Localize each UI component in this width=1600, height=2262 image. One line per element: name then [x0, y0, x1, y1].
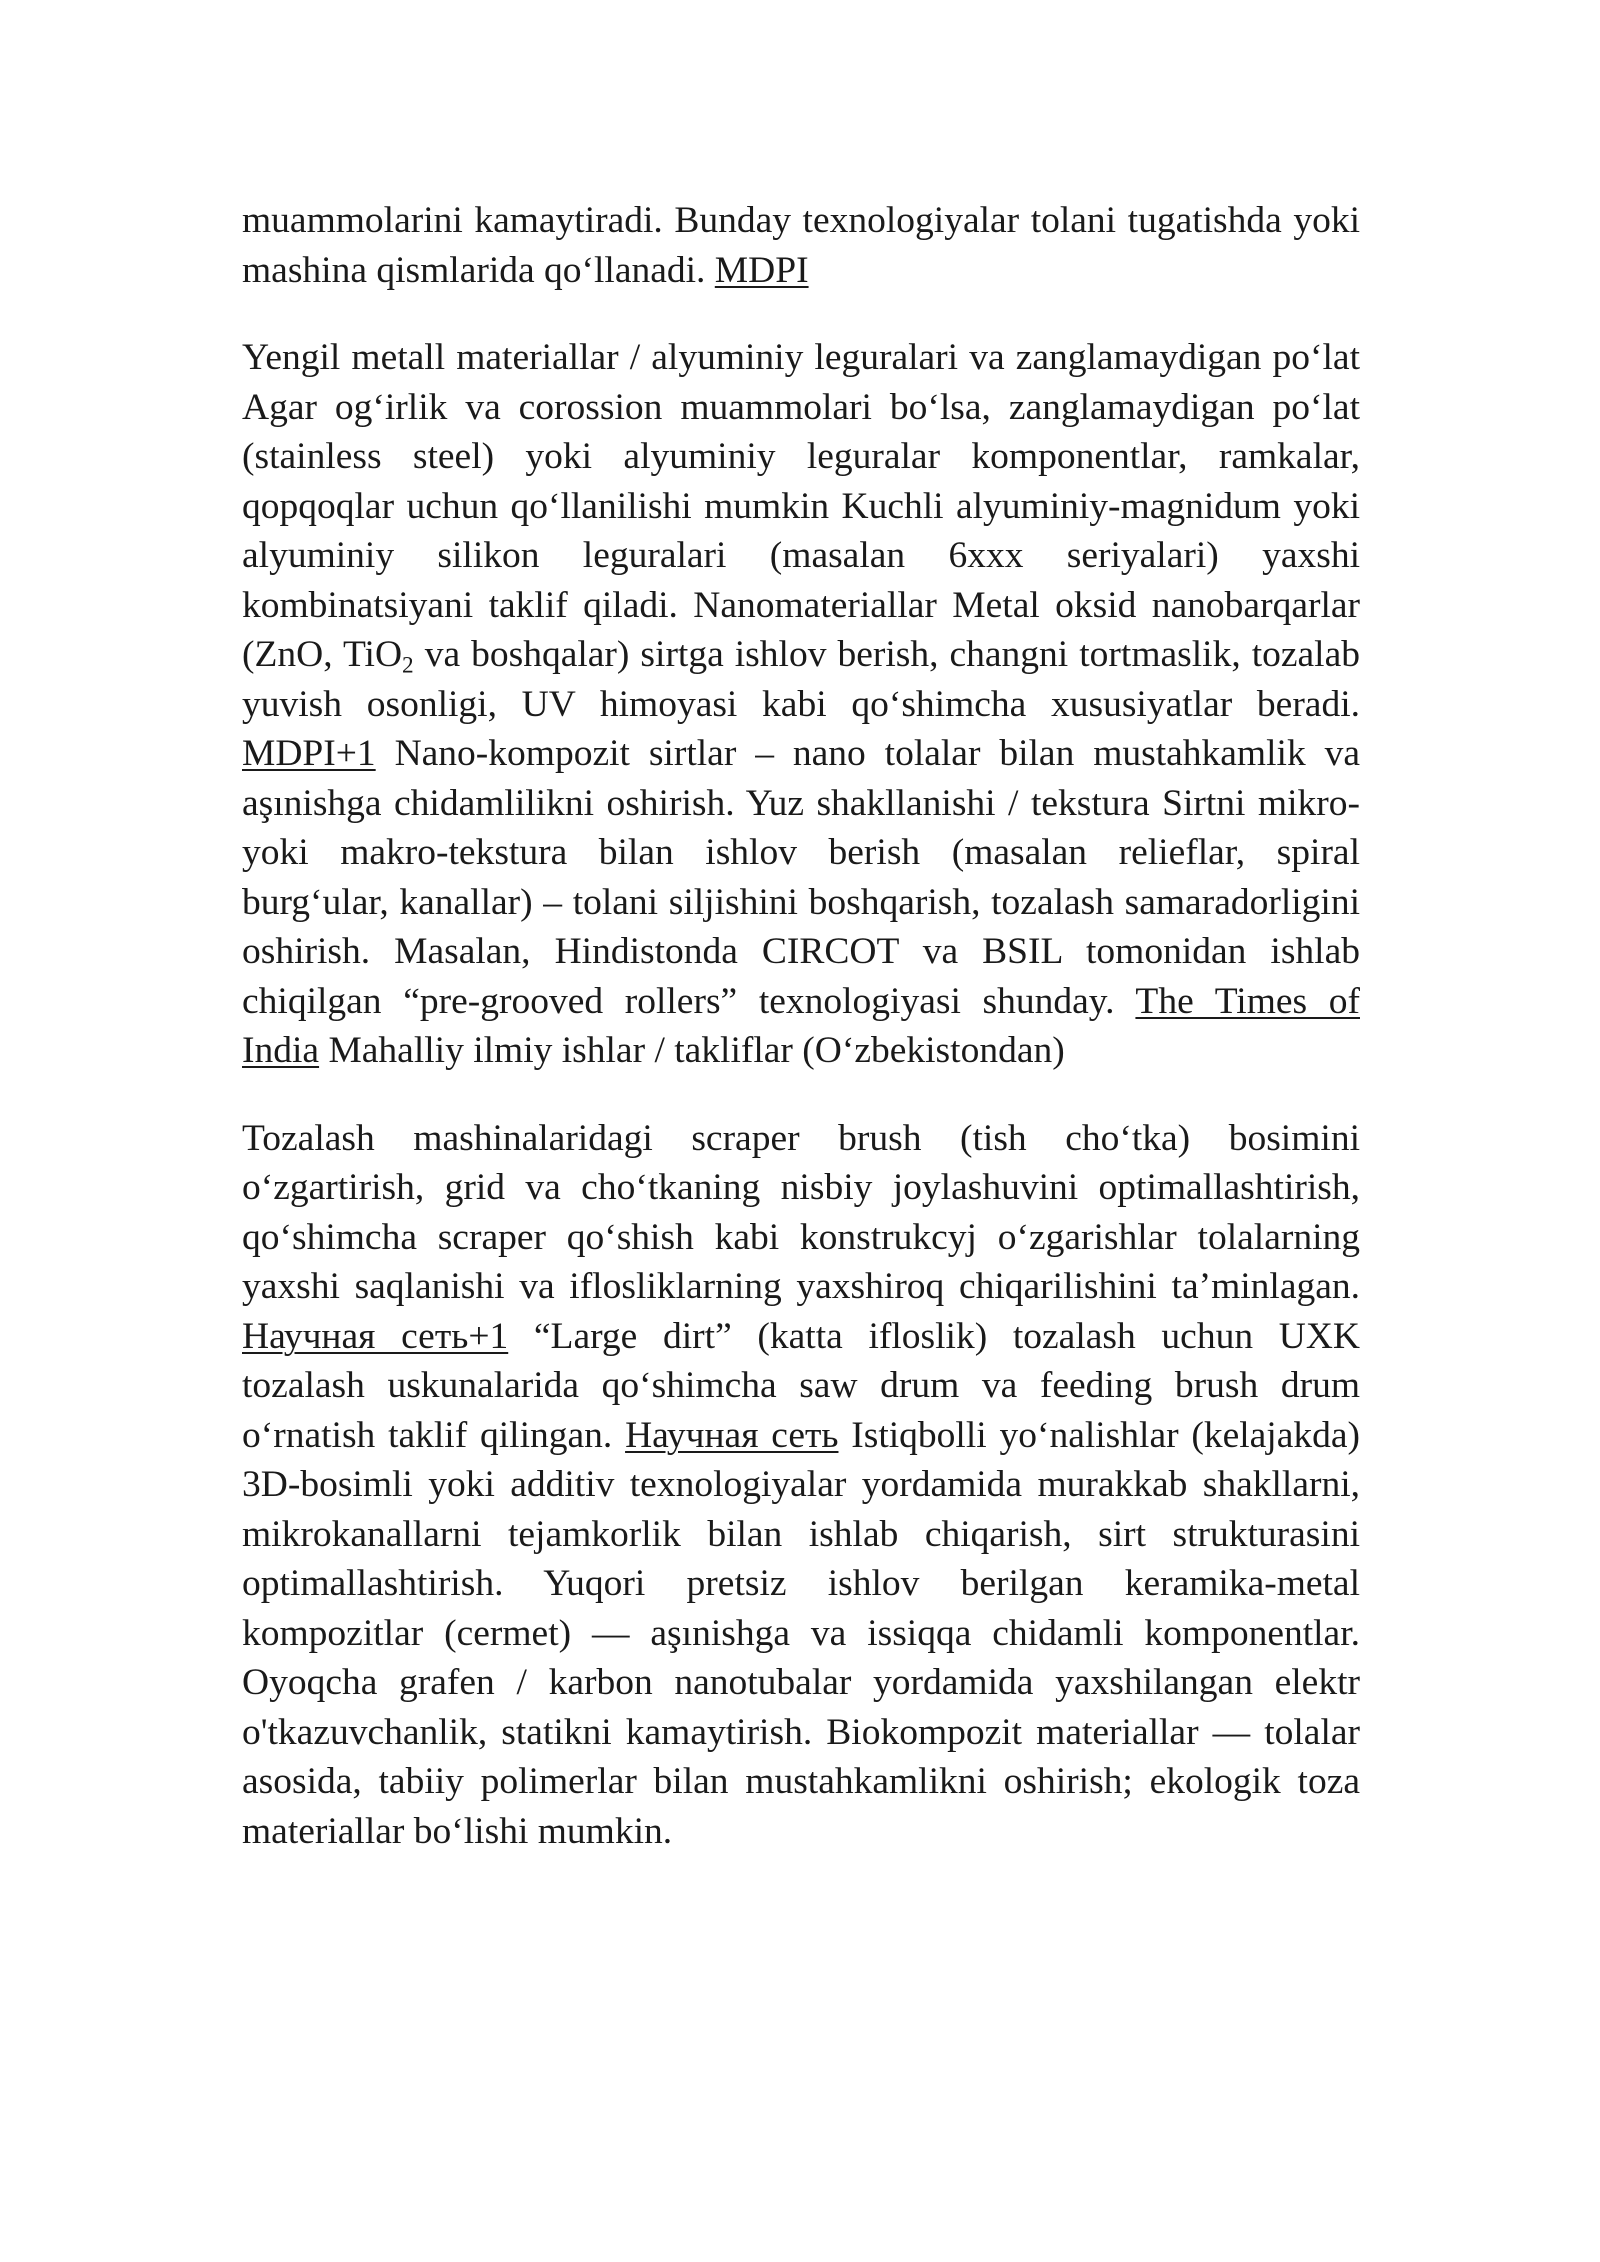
- paragraph-text: muammolarini kamaytiradi. Bunday texnologiyalar tolani tugatishda yoki mashina qismlarida qo‘llanadi.: [242, 200, 1360, 291]
- paragraph-text: Nano-kompozit sirtlar – nano tolalar bilan mustahkamlik va aşınishga chidamlilikni oshirish. Yuz shakllanishi / tekstura Sirtni mikro-yoki makro-tekstura bilan ishlov berish (masalan relieflar, spiral burg‘ular, kanallar) – tolani siljishini boshqarish, tozalash samaradorligini oshirish. Masalan, Hindistonda CIRCOT va BSIL tomonidan ishlab chiqilgan “pre-grooved rollers” texnologiyasi shunday.: [242, 733, 1360, 1022]
- paragraph-text: Mahalliy ilmiy ishlar / takliflar (O‘zbekistondan): [319, 1030, 1065, 1071]
- paragraph-text: va boshqalar) sirtga ishlov berish, changni tortmaslik, tozalab yuvish osonligi, UV himoyasi kabi qo‘shimcha xususiyatlar beradi.: [242, 634, 1360, 725]
- paragraph-text: “Large dirt” (katta ifloslik) tozalash uchun UXK tozalash uskunalarida qo‘shimcha saw drum va feeding brush drum o‘rnatish taklif qilingan.: [242, 1315, 1360, 1456]
- paragraph-3: [242, 1114, 1360, 1857]
- paragraph-text: Yengil metall materiallar / alyuminiy leguralari va zanglamaydigan po‘lat Agar og‘irlik va corossion muammolari bo‘lsa, zanglamaydigan po‘lat (stainless steel) yoki alyuminiy leguralar komponentlar, ramkalar, qopqoqlar uchun qo‘llanilishi mumkin Kuchli alyuminiy-magnidum yoki alyuminiy silikon leguralari (masalan 6xxx seriyalari) yaxshi kombinatsiyani taklif qiladi. Nanomateriallar Metal oksid nanobarqarlar (ZnO, TiO: [242, 337, 1360, 675]
- link-mdpi-plus-1[interactable]: MDPI+1: [242, 733, 376, 774]
- paragraph-1: [242, 196, 1360, 295]
- paragraph-text: Tozalash mashinalaridagi scraper brush (tish cho‘tka) bosimini o‘zgartirish, grid va cho‘tkaning nisbiy joylashuvini optimallashtirish, qo‘shimcha scraper qo‘shish kabi konstrukcyj o‘zgarishlar tolalarning yaxshi saqlanishi va iflosliklarning yaxshiroq chiqarilishini ta’minlagan.: [242, 1117, 1360, 1307]
- paragraph-text: Istiqbolli yo‘nalishlar (kelajakda) 3D-bosimli yoki additiv texnologiyalar yordamida murakkab shakllarni, mikrokanallarni tejamkorlik bilan ishlab chiqarish, sirt strukturasini optimallashtirish. Yuqori pretsiz ishlov berilgan keramika-metal kompozitlar (cermet) — aşınishga va issiqqa chidamli komponentlar. Oyoqcha grafen / karbon nanotubalar yordamida yaxshilangan elektr o'tkazuvchanlik, statikni kamaytirish. Biokompozit materiallar — tolalar asosida, tabiiy polimerlar bilan mustahkamlikni oshirish; ekologik toza materiallar bo‘lishi mumkin.: [242, 1414, 1361, 1852]
- paragraph-2: [242, 333, 1360, 1076]
- link-times-of-india[interactable]: The Times of India: [242, 980, 1360, 1071]
- subscript-2: 2: [402, 652, 414, 679]
- link-nauchnaya-set[interactable]: Научная сеть: [625, 1414, 839, 1456]
- link-nauchnaya-set-plus-1[interactable]: Научная сеть+1: [242, 1315, 509, 1357]
- link-mdpi[interactable]: MDPI: [714, 249, 809, 291]
